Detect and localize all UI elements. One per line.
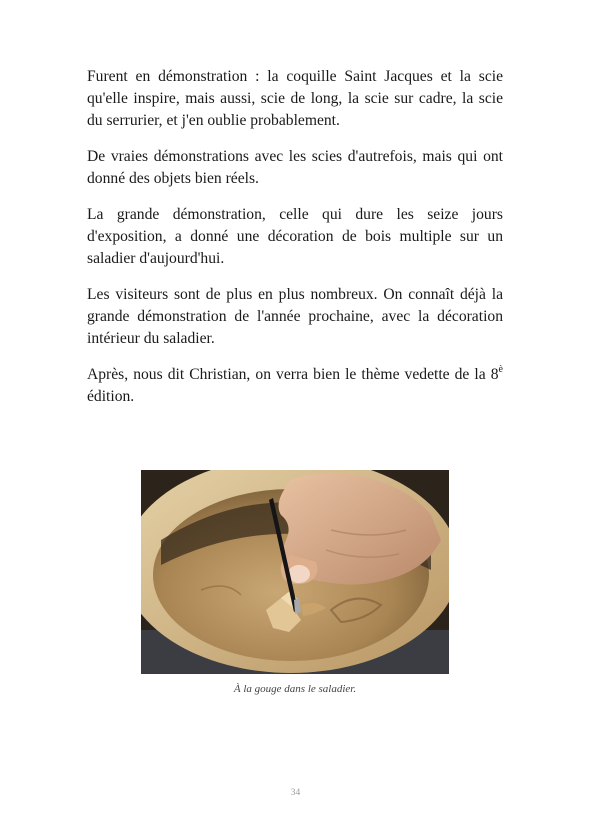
paragraph-5-end: édition.	[87, 388, 135, 405]
paragraph-3: La grande démonstration, celle qui dure les seize jours d'exposition, a donné une décoration de bois multiple sur un saladier d'aujourd'hui.	[87, 206, 503, 267]
paragraph-4: Les visiteurs sont de plus en plus nombreux. On connaît déjà la grande démonstration de l'année prochaine, avec la décoration intérieur du saladier.	[87, 286, 503, 347]
paragraph-2: De vraies démonstrations avec les scies d'autrefois, mais qui ont donné des objets bien réels.	[87, 148, 503, 187]
ordinal-superscript: è	[498, 364, 503, 375]
page-number: 34	[290, 788, 301, 798]
body-text	[87, 66, 503, 422]
paragraph-5-text: Après, nous dit Christian, on verra bien le thème vedette de la 8	[87, 366, 499, 383]
paragraph-5	[87, 364, 503, 408]
wood-carving-photo	[141, 470, 449, 674]
figure-caption: À la gouge dans le saladier.	[233, 683, 357, 695]
paragraph-1: Furent en démonstration : la coquille Saint Jacques et la scie qu'elle inspire, mais aussi, scie de long, la scie sur cadre, la scie du serrurier, et j'en oublie probablement.	[87, 68, 503, 129]
